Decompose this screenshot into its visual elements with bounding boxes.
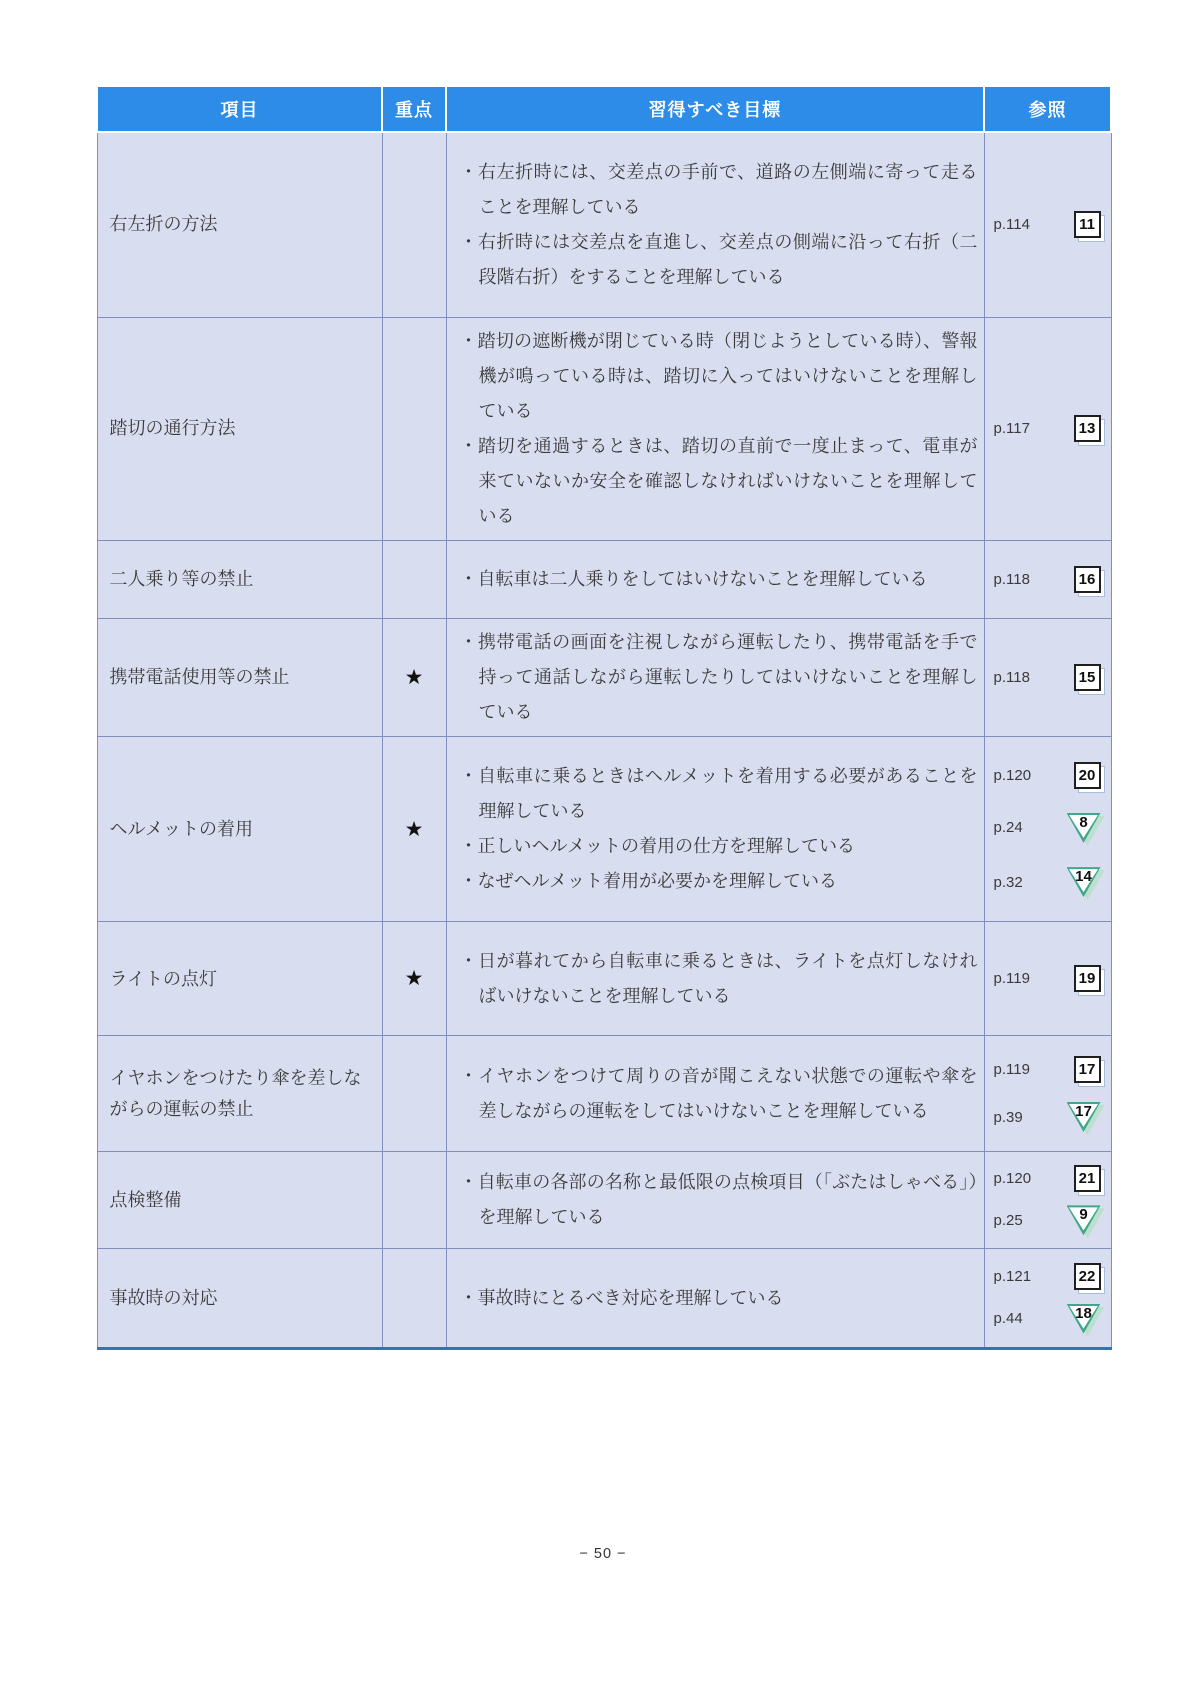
- reference-cell: [984, 1249, 1111, 1349]
- reference-list: [985, 1152, 1111, 1248]
- reference-badge-square: [1074, 211, 1101, 238]
- table-row: [97, 541, 1111, 619]
- reference-page-label: p.121: [993, 1268, 1032, 1285]
- badge-number: 17: [1074, 1056, 1101, 1083]
- emphasis-cell: [382, 922, 446, 1036]
- goal-cell: [446, 541, 984, 619]
- reference-list: [985, 922, 1111, 1035]
- table-row: [97, 737, 1111, 922]
- reference-cell: [984, 1152, 1111, 1249]
- reference-page-label: p.120: [993, 1170, 1032, 1188]
- reference-entry: [985, 664, 1111, 691]
- goal-cell: [446, 1036, 984, 1152]
- goal-list: [460, 944, 978, 1014]
- reference-badge-triangle: [1067, 1205, 1101, 1235]
- reference-entry: [985, 1304, 1111, 1334]
- column-header-item: 項目: [97, 86, 382, 132]
- reference-page-label: p.120: [993, 766, 1032, 784]
- goals-table: [96, 85, 1112, 1350]
- goal-list: [460, 625, 978, 730]
- table-body: [97, 132, 1111, 1349]
- reference-list: [985, 619, 1111, 736]
- reference-page-label: p.39: [993, 1108, 1023, 1126]
- badge-number: 18: [1075, 1304, 1092, 1322]
- reference-cell: [984, 317, 1111, 541]
- reference-cell: [984, 1036, 1111, 1152]
- goal-list: [460, 324, 978, 535]
- reference-badge-triangle: [1067, 1102, 1101, 1132]
- item-cell: [97, 1249, 382, 1349]
- learning-goals-table: [96, 85, 1110, 1350]
- badge-number: 8: [1079, 813, 1088, 831]
- badge-number: 15: [1074, 664, 1101, 691]
- reference-page-label: p.118: [993, 669, 1030, 687]
- reference-entry: [985, 1165, 1111, 1192]
- item-label: 踏切の通行方法: [109, 418, 236, 439]
- reference-badge-square: [1074, 1165, 1101, 1192]
- goal-item: ・踏切の遮断機が閉じている時（閉じようとしている時）、警報機が鳴っている時は、踏切に入ってはいけないことを理解している: [459, 330, 978, 421]
- reference-badge-triangle: [1067, 867, 1101, 897]
- reference-entry: [985, 1205, 1111, 1235]
- column-header-reference: 参照: [984, 86, 1111, 132]
- goal-item: ・自転車に乗るときはヘルメットを着用する必要があることを理解している: [459, 766, 978, 822]
- goal-item: ・右折時には交差点を直進し、交差点の側端に沿って右折（二段階右折）をすることを理解している: [459, 231, 978, 287]
- star-icon: ★: [404, 666, 424, 690]
- badge-number: 17: [1075, 1103, 1092, 1120]
- item-label: ヘルメットの着用: [109, 819, 253, 840]
- goal-item: ・右左折時には、交差点の手前で、道路の左側端に寄って走ることを理解している: [459, 161, 978, 217]
- reference-entry: [985, 566, 1111, 593]
- reference-entry: [985, 211, 1111, 238]
- reference-entry: [985, 965, 1111, 992]
- reference-page-label: p.25: [993, 1211, 1023, 1229]
- item-cell: [97, 619, 382, 737]
- reference-badge-square: [1074, 1263, 1101, 1290]
- reference-cell: [984, 922, 1111, 1036]
- goal-cell: [446, 737, 984, 922]
- goal-item: ・自転車は二人乗りをしてはいけないことを理解している: [459, 569, 928, 590]
- badge-number: 14: [1075, 868, 1092, 886]
- reference-page-label: p.117: [993, 420, 1030, 438]
- star-icon: ★: [404, 967, 424, 991]
- item-label: 右左折の方法: [109, 214, 218, 235]
- item-label: ライトの点灯: [109, 968, 217, 989]
- goal-item: ・携帯電話の画面を注視しながら運転したり、携帯電話を手で持って通話しながら運転したりしてはいけないことを理解している: [459, 632, 978, 723]
- item-cell: [97, 1152, 382, 1249]
- goal-item: ・踏切を通過するときは、踏切の直前で一度止まって、電車が来ていないか安全を確認しなければいけないことを理解している: [459, 435, 978, 526]
- table-row: [97, 1249, 1111, 1349]
- reference-badge-square: [1074, 566, 1101, 593]
- emphasis-cell: [382, 1152, 446, 1249]
- reference-entry: [985, 813, 1111, 843]
- reference-cell: [984, 541, 1111, 619]
- table-row: [97, 317, 1111, 541]
- item-label: 点検整備: [109, 1190, 182, 1211]
- reference-cell: [984, 619, 1111, 737]
- reference-entry: [985, 1056, 1111, 1083]
- goal-item: ・なぜヘルメット着用が必要かを理解している: [459, 871, 837, 892]
- table-row: [97, 619, 1111, 737]
- reference-badge-triangle: [1067, 813, 1101, 843]
- reference-list: [985, 1036, 1111, 1151]
- item-cell: [97, 132, 382, 317]
- goal-list: [460, 1059, 978, 1129]
- emphasis-cell: [382, 317, 446, 541]
- reference-badge-square: [1074, 664, 1101, 691]
- table-row: [97, 1152, 1111, 1249]
- reference-page-label: p.119: [993, 970, 1030, 988]
- reference-badge-square: [1074, 1056, 1101, 1083]
- table-row: [97, 1036, 1111, 1152]
- item-cell: [97, 922, 382, 1036]
- badge-number: 11: [1074, 211, 1101, 238]
- goal-cell: [446, 317, 984, 541]
- item-cell: [97, 317, 382, 541]
- page-number: − 50 −: [579, 1546, 627, 1562]
- reference-list: [985, 1249, 1111, 1347]
- table-header: [97, 86, 1111, 132]
- reference-page-label: p.118: [993, 571, 1030, 589]
- reference-page-label: p.32: [993, 873, 1023, 891]
- reference-page-label: p.24: [993, 819, 1023, 837]
- goal-item: ・日が暮れてから自転車に乗るときは、ライトを点灯しなければいけないことを理解している: [459, 950, 978, 1006]
- goal-list: [460, 562, 978, 597]
- reference-cell: [984, 737, 1111, 922]
- goal-list: [460, 759, 978, 899]
- goal-list: [460, 1165, 978, 1235]
- reference-entry: [985, 1102, 1111, 1132]
- reference-entry: [985, 1263, 1111, 1290]
- badge-number: 19: [1074, 965, 1101, 992]
- table-row: [97, 922, 1111, 1036]
- column-header-goal: 習得すべき目標: [446, 86, 984, 132]
- badge-number: 20: [1074, 762, 1101, 789]
- reference-list: [985, 541, 1111, 618]
- item-cell: [97, 1036, 382, 1152]
- item-label: 携帯電話使用等の禁止: [109, 667, 290, 688]
- goal-cell: [446, 619, 984, 737]
- star-icon: ★: [404, 817, 424, 841]
- emphasis-cell: [382, 737, 446, 922]
- reference-badge-square: [1074, 762, 1101, 789]
- reference-entry: [985, 867, 1111, 897]
- goal-item: ・自転車の各部の名称と最低限の点検項目（「ぶたはしゃべる」）を理解している: [459, 1172, 978, 1228]
- reference-entry: [985, 415, 1111, 442]
- reference-page-label: p.44: [993, 1310, 1023, 1328]
- goal-cell: [446, 922, 984, 1036]
- emphasis-cell: [382, 132, 446, 317]
- badge-number: 22: [1074, 1263, 1101, 1290]
- table-row: [97, 132, 1111, 317]
- goal-cell: [446, 1152, 984, 1249]
- item-label: イヤホンをつけたり傘を差しながらの運転の禁止: [109, 1068, 362, 1119]
- emphasis-cell: [382, 1249, 446, 1349]
- reference-list: [985, 737, 1111, 921]
- goal-item: ・正しいヘルメットの着用の仕方を理解している: [459, 836, 855, 857]
- goal-item: ・イヤホンをつけて周りの音が聞こえない状態での運転や傘を差しながらの運転をしてはいけないことを理解している: [459, 1065, 978, 1121]
- reference-badge-triangle: [1067, 1304, 1101, 1334]
- emphasis-cell: [382, 541, 446, 619]
- badge-number: 16: [1074, 566, 1101, 593]
- reference-page-label: p.114: [993, 216, 1030, 234]
- emphasis-cell: [382, 1036, 446, 1152]
- reference-badge-square: [1074, 415, 1101, 442]
- column-header-emphasis: 重点: [382, 86, 446, 132]
- reference-badge-square: [1074, 965, 1101, 992]
- goal-list: [460, 155, 978, 295]
- item-label: 事故時の対応: [109, 1288, 218, 1309]
- goal-cell: [446, 1249, 984, 1349]
- reference-cell: [984, 132, 1111, 317]
- goal-cell: [446, 132, 984, 317]
- item-cell: [97, 541, 382, 619]
- reference-list: [985, 133, 1111, 317]
- badge-number: 13: [1074, 415, 1101, 442]
- item-label: 二人乗り等の禁止: [109, 569, 254, 590]
- emphasis-cell: [382, 619, 446, 737]
- reference-entry: [985, 762, 1111, 789]
- item-cell: [97, 737, 382, 922]
- goal-item: ・事故時にとるべき対応を理解している: [459, 1287, 784, 1308]
- badge-number: 9: [1079, 1206, 1088, 1224]
- reference-page-label: p.119: [993, 1060, 1030, 1078]
- reference-list: [985, 318, 1111, 541]
- badge-number: 21: [1074, 1165, 1101, 1192]
- goal-list: [460, 1281, 978, 1316]
